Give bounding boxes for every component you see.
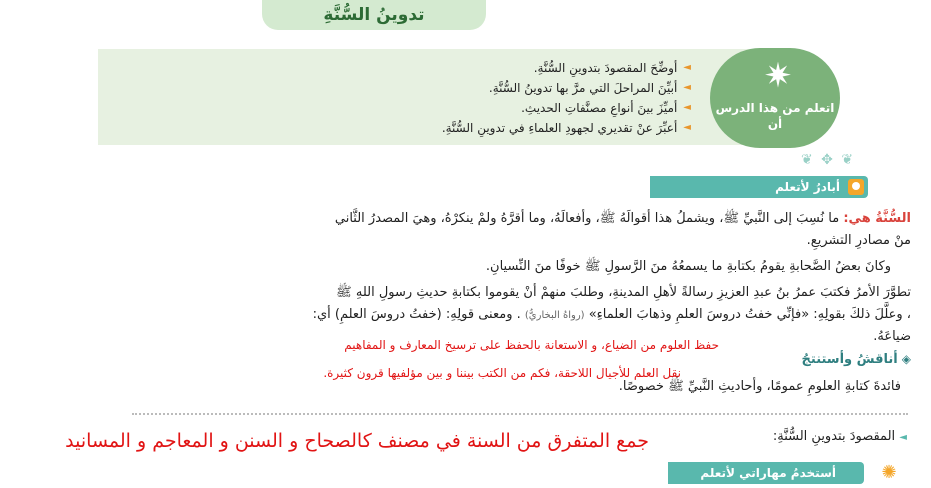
- objective-item: ◄ أوضِّحَ المقصودَ بتدوينِ السُّنَّةِ.: [131, 58, 691, 78]
- handwritten-note-1: حفظ العلوم من الضياع، و الاستعانة بالحفظ على ترسيخ المعارف و المفاهيم: [344, 338, 719, 352]
- definition-prompt: ◄ المقصودَ بتدوينِ السُّنَّةِ:: [772, 429, 907, 444]
- discuss-header: ◈أناقشُ وأستنتجُ: [801, 352, 911, 367]
- learner-icon: [848, 179, 864, 195]
- bullet-icon: ◄: [683, 62, 691, 73]
- section-header-initiate: [650, 176, 868, 198]
- title-banner: [262, 0, 486, 30]
- star-icon: ✷: [763, 56, 793, 96]
- objective-item: ◄ أبيِّنَ المراحلَ التي مرَّ بها تدوينُ السُّنَّةِ.: [131, 78, 691, 98]
- paragraph-companions: وكانَ بعضُ الصَّحابةِ يقومُ بكتابةِ ما يسمعُهُ منَ الرَّسولِ ﷺ خوفًا منَ النِّسيانِ.: [485, 259, 891, 274]
- diamond-icon: ◈: [901, 352, 911, 366]
- ornament-divider-icon: ❦ ✥ ❦: [800, 152, 856, 168]
- section-header-label: أستخدمُ مهاراتي لأتعلم: [700, 466, 836, 480]
- objective-item: ◄ أعبِّرَ عنْ تقديري لجهودِ العلماءِ في تدوينِ السُّنَّةِ.: [131, 118, 691, 138]
- objectives-list: [131, 58, 691, 138]
- paragraph-umar: تطوَّرَ الأمرُ فكتبَ عمرُ بنُ عبدِ العزيزِ رسالةً لأهلِ المدينةِ، وطلبَ منهمْ أنْ يقوموا بكتابةِ حديثِ رسولِ اللهِ ﷺ: [336, 285, 911, 300]
- bullet-icon: ◄: [683, 102, 691, 113]
- lightbulb-icon: ✺: [881, 462, 897, 483]
- divider: [132, 413, 908, 415]
- bullet-icon: ◄: [683, 122, 691, 133]
- page-title: تدوينُ السُّنَّةِ: [323, 5, 425, 25]
- paragraph-line: منْ مصادرِ التشريعِ.: [806, 233, 911, 248]
- objective-item: ◄ أميِّزَ بينَ أنواعِ مصنَّفاتِ الحديثِ.: [131, 98, 691, 118]
- section-header-use-skills: [668, 462, 864, 484]
- badge-label: اتعلم من هذا الدرس أن: [715, 101, 835, 131]
- paragraph-reason: ، وعلَّلَ ذلكَ بقولِهِ: «فإنِّي خفتُ دروسَ العلمِ وذهابَ العلماءِ» (رواهُ البخاريُّ) . ومعنى قولِهِ: (خفتُ دروسَ العلمِ) أي:: [312, 307, 911, 322]
- paragraph-line: ضياعَهُ.: [873, 329, 911, 344]
- handwritten-note-2: نقل العلم للأجيال اللاحقة، فكم من الكتب بيننا و بين مؤلفيها قرون كثيرة.: [323, 366, 681, 380]
- paragraph-sunnah-definition: السُّنَّةُ هي: ما نُسِبَ إلى النَّبيِّ ﷺ، ويشملُ هذا أقوالَهُ ﷺ، وأفعالَهُ، وما أقرَّهُ ولمْ ينكرْهُ، وهيَ المصدرُ الثَّاني: [334, 211, 911, 226]
- bullet-icon: ◄: [899, 432, 907, 443]
- section-header-label: أبادرُ لأتعلم: [775, 180, 840, 194]
- handwritten-answer: جمع المتفرق من السنة في مصنف كالصحاح و السنن و المعاجم و المسانيد: [65, 430, 649, 452]
- discuss-line: فائدةَ كتابةِ العلومِ عمومًا، وأحاديثِ النَّبيِّ ﷺ خصوصًا.: [618, 379, 901, 394]
- bullet-icon: ◄: [683, 82, 691, 93]
- objectives-badge: [698, 42, 848, 152]
- term-sunnah: السُّنَّةُ هي:: [843, 211, 911, 226]
